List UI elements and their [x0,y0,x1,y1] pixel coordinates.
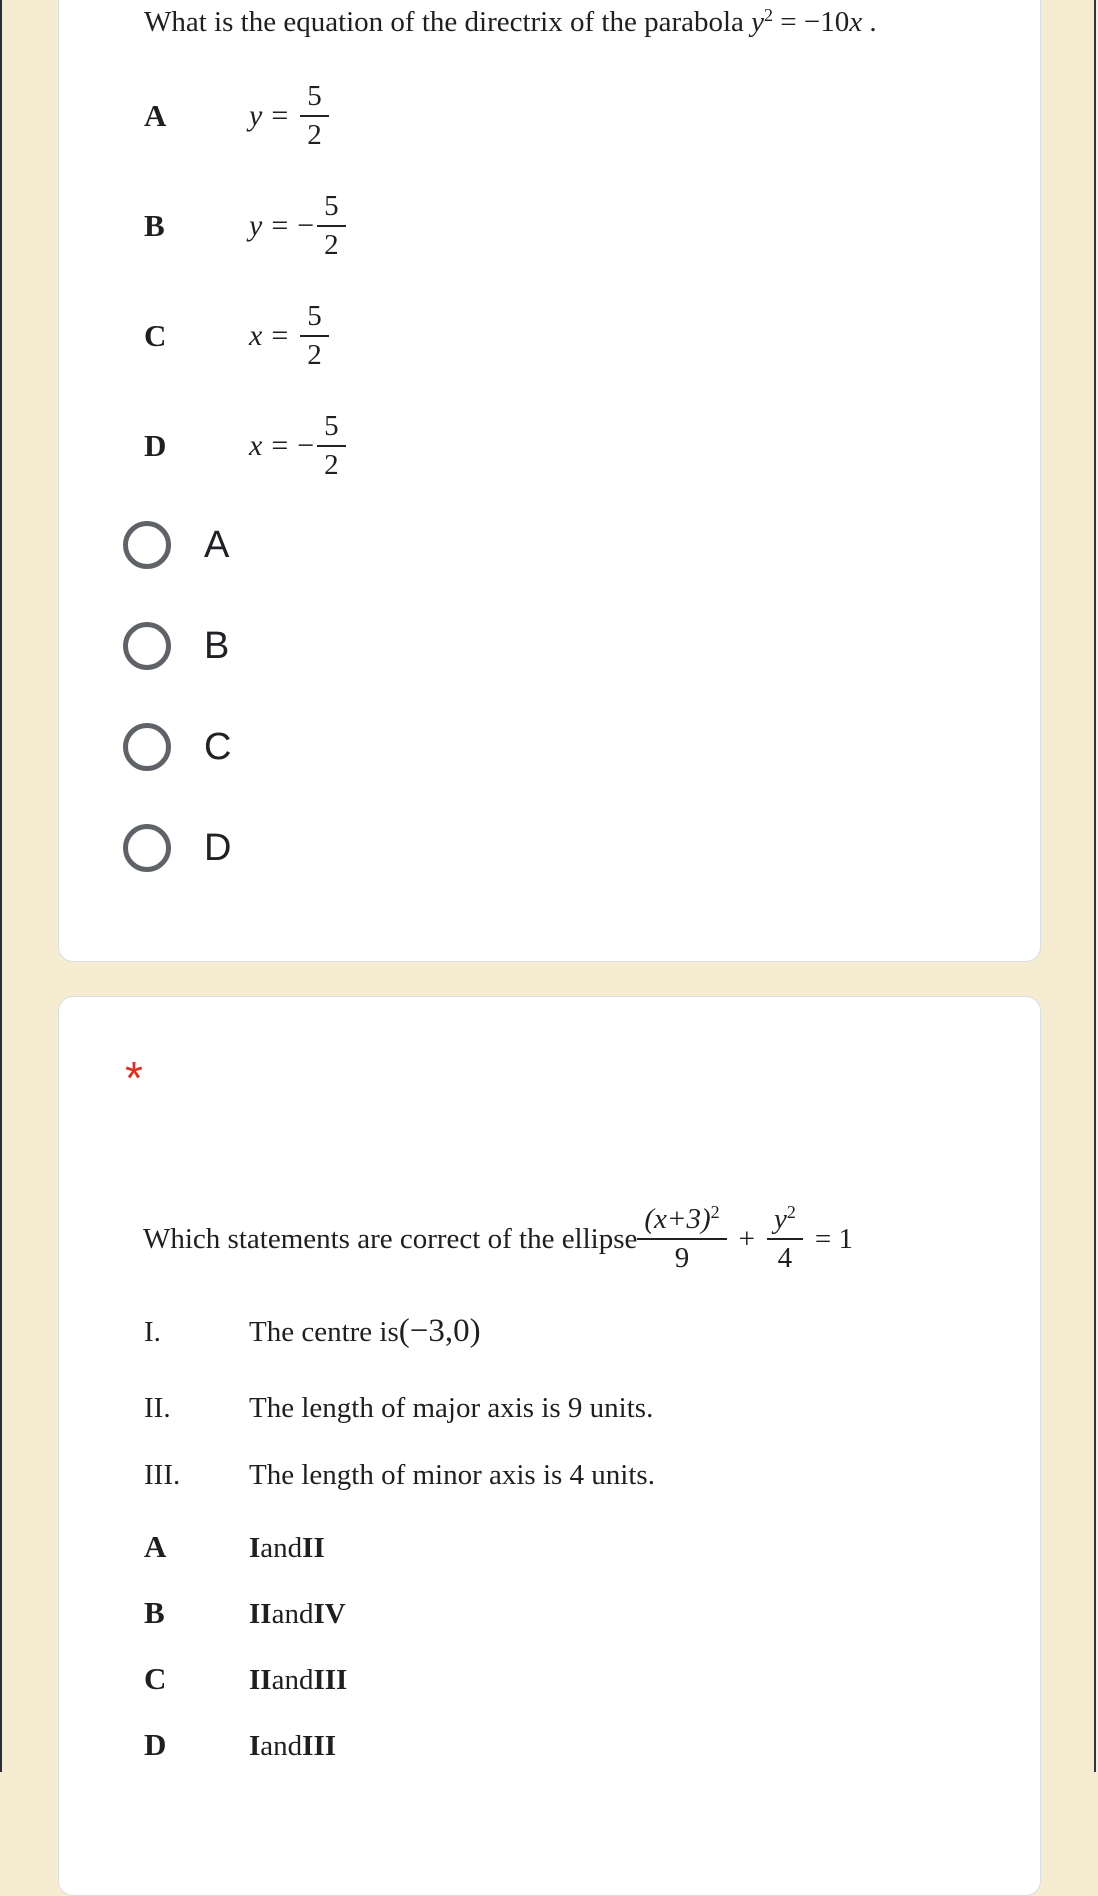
fraction [767,1201,803,1275]
radio-option-c[interactable] [123,723,231,771]
radio-option-a[interactable] [123,521,229,569]
radio-circle-icon[interactable] [123,622,171,670]
fraction-numerator: 5 [324,189,339,222]
radio-option-a-label[interactable]: A [204,524,230,566]
fraction-numerator: $y^2$ [774,1201,796,1235]
math-var: y [249,99,263,132]
scan-answer-a [144,1529,325,1565]
math-var: x [249,319,263,352]
conjunction: and [271,1664,314,1696]
statement-1-label: I. [144,1316,161,1348]
radio-option-b-label[interactable]: B [204,625,230,667]
statement-3-text: The length of minor axis is 4 units. [249,1459,655,1491]
required-asterisk: * [125,1052,143,1104]
radio-option-d[interactable] [123,824,231,872]
radio-option-c-label[interactable]: C [204,726,232,768]
radio-circle-icon[interactable] [123,723,171,771]
statement-1-text: The centre is [249,1316,399,1348]
math-var: y [249,209,263,242]
fraction-numerator: 5 [307,299,322,332]
conjunction: and [260,1730,303,1762]
conjunction: and [260,1532,303,1564]
scan-answer-d [144,1727,336,1763]
fraction [300,299,329,372]
fraction [300,79,329,152]
equals-one: = 1 [814,1222,853,1255]
scan-answer-b [144,1595,346,1631]
scan-option-a-label: A [144,98,167,133]
scan-option-a [144,71,329,161]
radio-option-d-label[interactable]: D [204,827,232,869]
fraction-denominator: 2 [307,339,322,372]
question1-text-part: . [862,6,877,38]
statement-1-math: (−3,0) [398,1313,481,1349]
radio-circle-icon[interactable] [123,824,171,872]
conjunction: and [271,1598,314,1630]
question-card-1 [58,0,1041,962]
math-var: x [249,429,263,462]
scan-answer-d-label: D [144,1727,167,1762]
minus-sign: − [297,209,315,242]
equals-sign: = [271,319,289,352]
equals-sign: = [271,99,289,132]
radio-option-b[interactable] [123,622,229,670]
fraction [317,189,346,262]
scan-answer-c-label: C [144,1661,167,1696]
roman-numeral: IV [313,1598,346,1630]
fraction-numerator: $(x+3)^2$ [644,1201,720,1235]
scan-answer-c [144,1661,347,1697]
scan-answer-a-label: A [144,1529,167,1564]
screen-edge-left [0,0,2,1772]
roman-numeral: I [249,1730,261,1762]
question-card-2 [58,996,1041,1896]
fraction-denominator: 2 [324,449,339,482]
roman-numeral: III [313,1664,348,1696]
scan-answer-b-label: B [144,1595,165,1630]
scan-option-c [144,291,329,381]
math-var-y: y [751,6,765,38]
fraction-denominator: 2 [307,119,322,152]
scan-option-c-label: C [144,318,167,353]
equals-sign: = [271,429,289,462]
fraction-numerator: 5 [324,409,339,442]
scan-option-b [144,181,346,271]
math-exponent: 2 [764,5,774,26]
statement-1 [144,1313,481,1350]
question2-text-part: Which statements are correct of the ellipse [143,1222,638,1255]
question1-text-part: = −10 [773,6,850,38]
roman-numeral: II [249,1664,272,1696]
radio-circle-icon[interactable] [123,521,171,569]
equals-sign: = [271,209,289,242]
question1-text-part: What is the equation of the directrix of the parabola [144,6,752,38]
statement-3-label: III. [144,1459,181,1491]
roman-numeral: III [302,1730,337,1762]
minus-sign: − [297,429,315,462]
fraction [637,1201,726,1275]
math-exponent: 2 [710,1201,720,1222]
roman-numeral: II [249,1598,272,1630]
scan-option-b-label: B [144,208,165,243]
math-exponent: 2 [786,1201,796,1222]
math-var-x: x [849,6,863,38]
fraction [317,409,346,482]
statement-2-label: II. [144,1392,171,1424]
question1-text [144,5,877,39]
statement-2 [144,1392,653,1425]
roman-numeral: I [249,1532,261,1564]
fraction-denominator: 4 [777,1242,793,1275]
statement-3 [144,1459,655,1492]
scan-option-d-label: D [144,428,167,463]
roman-numeral: II [302,1532,325,1564]
fraction-numerator: 5 [307,79,322,112]
fraction-denominator: 9 [674,1242,690,1275]
fraction-denominator: 2 [324,229,339,262]
plus-sign: + [738,1222,755,1255]
statement-2-text: The length of major axis is 9 units. [249,1392,654,1424]
question2-text [143,1193,853,1285]
scan-option-d [144,401,346,491]
